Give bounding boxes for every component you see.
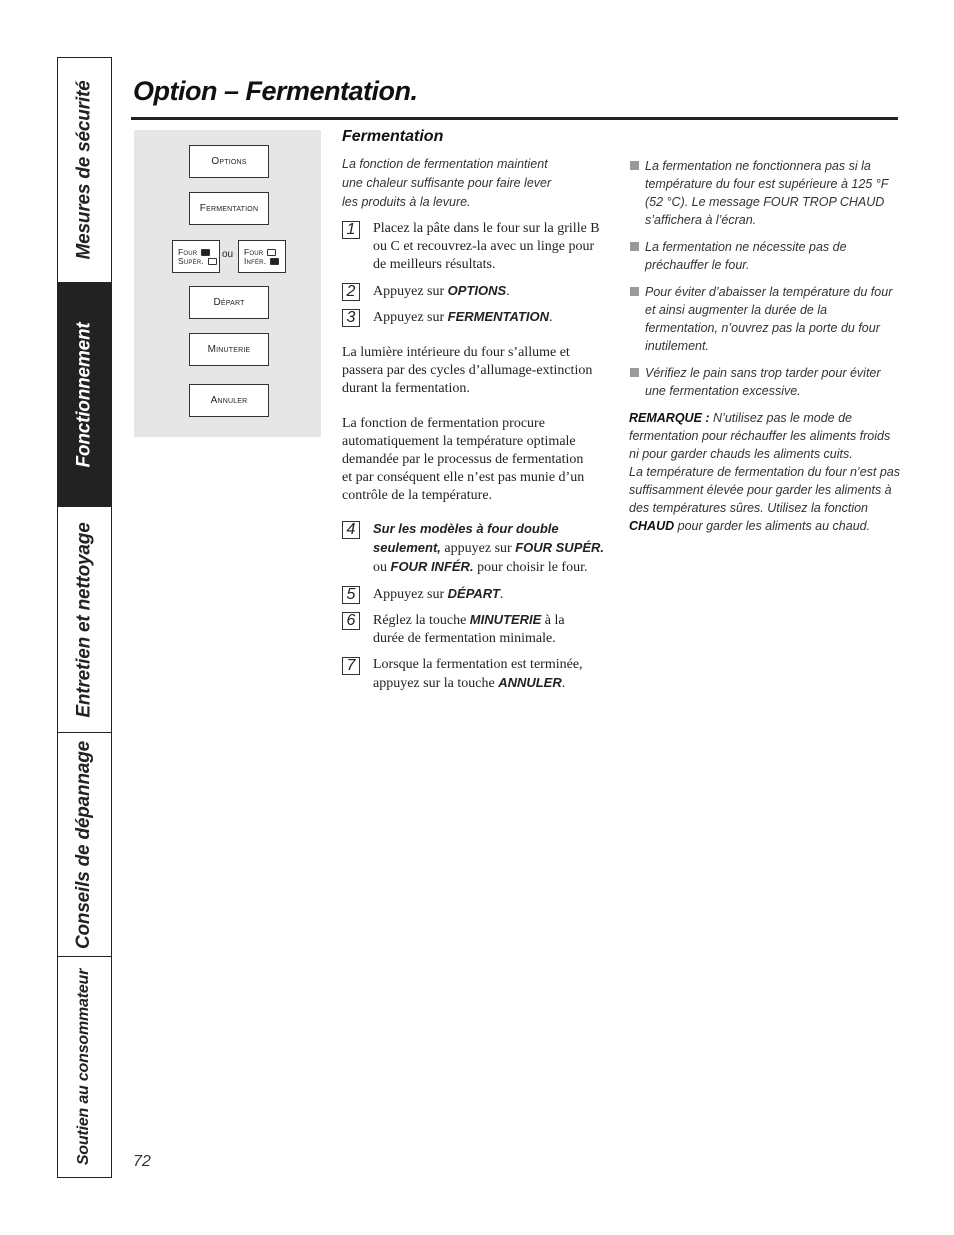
tab-fonctionnement[interactable]: Fonctionnement	[58, 283, 111, 507]
annuler-key[interactable]: Annuler	[189, 384, 269, 417]
square-bullet-icon	[630, 287, 639, 296]
section-title: Fermentation	[342, 128, 444, 145]
step-7: 7 Lorsque la fermentation est terminée, appuyez sur la touche ANNULER.	[342, 656, 612, 693]
step-6: 6 Réglez la touche MINUTERIE à la durée de fermentation minimale.	[342, 611, 612, 648]
step-4: 4 Sur les modèles à four double seulement, appuyez sur FOUR SUPÉR. ou FOUR INFÉR. pour choisir le four.	[342, 520, 612, 577]
instructions-column	[342, 128, 612, 700]
step-1: 1 Placez la pâte dans le four sur la grille B ou C et recouvrez-la avec un linge pour de meilleurs résultats.	[342, 220, 612, 274]
page-title: Option – Fermentation.	[133, 76, 418, 106]
tab-entretien-et-nettoyage[interactable]: Entretien et nettoyage	[58, 507, 111, 733]
square-bullet-icon	[630, 242, 639, 251]
note-bullet: La fermentation ne fonctionnera pas si la température du four est supérieure à 125 °F (52 °C). Le message FOUR TROP CHAUD s’affichera à l’écran.	[629, 157, 901, 229]
tab-soutien-au-consommateur[interactable]: Soutien au consommateur	[75, 968, 93, 1166]
tab-conseils-de-depannage[interactable]: Conseils de dépannage	[58, 733, 111, 957]
four-super-key[interactable]: Four Supér.	[172, 240, 220, 273]
remark-note: REMARQUE : N’utilisez pas le mode de fermentation pour réchauffer les aliments froids ni pour garder chauds les aliments cuits. La température de fermentation du four n’est pas suffisamment élevée pour garder les aliments à des températures sûres. Utilisez la fonction CHAUD pour garder les aliments au chaud.	[629, 411, 900, 533]
note-bullet: Vérifiez le pain sans trop tarder pour éviter une fermentation excessive.	[629, 364, 901, 400]
title-rule	[131, 117, 898, 120]
step-2: 2 Appuyez sur OPTIONS.	[342, 282, 612, 301]
control-panel-illustration	[134, 130, 321, 437]
square-bullet-icon	[630, 161, 639, 170]
tab-mesures-de-securite[interactable]: Mesures de sécurité	[58, 58, 111, 283]
intro-text: La fonction de fermentation maintient une chaleur suffisante pour faire lever les produits à la levure.	[342, 157, 552, 209]
depart-key[interactable]: Départ	[189, 286, 269, 319]
indicator-light-icon	[267, 249, 276, 256]
section-tabs	[57, 57, 112, 1178]
step-3: 3 Appuyez sur FERMENTATION.	[342, 308, 612, 327]
indicator-light-icon	[201, 249, 210, 256]
note-bullet: Pour éviter d’abaisser la température du four et ainsi augmenter la durée de la fermentation, n’ouvrez pas la porte du four inutilement.	[629, 283, 901, 355]
step-5: 5 Appuyez sur DÉPART.	[342, 585, 612, 604]
optimal-temperature-paragraph: La fonction de fermentation procure automatiquement la température optimale demandée par le processus de fermentation et par conséquent elle n’est pas munie d’un contrôle de la température.	[342, 416, 585, 503]
four-infer-key[interactable]: Four Infér.	[238, 240, 286, 273]
minuterie-key[interactable]: Minuterie	[189, 333, 269, 366]
options-key[interactable]: Options	[189, 145, 269, 178]
fermentation-key[interactable]: Fermentation	[189, 192, 269, 225]
notes-column	[629, 157, 901, 535]
indicator-light-icon	[270, 258, 279, 265]
square-bullet-icon	[630, 368, 639, 377]
indicator-light-icon	[208, 258, 217, 265]
note-bullet: La fermentation ne nécessite pas de préchauffer le four.	[629, 238, 901, 274]
page-number: 72	[133, 1153, 151, 1170]
or-label: ou	[222, 249, 234, 260]
light-cycle-paragraph: La lumière intérieure du four s’allume et passera par des cycles d’allumage-extinction durant la fermentation.	[342, 345, 593, 396]
